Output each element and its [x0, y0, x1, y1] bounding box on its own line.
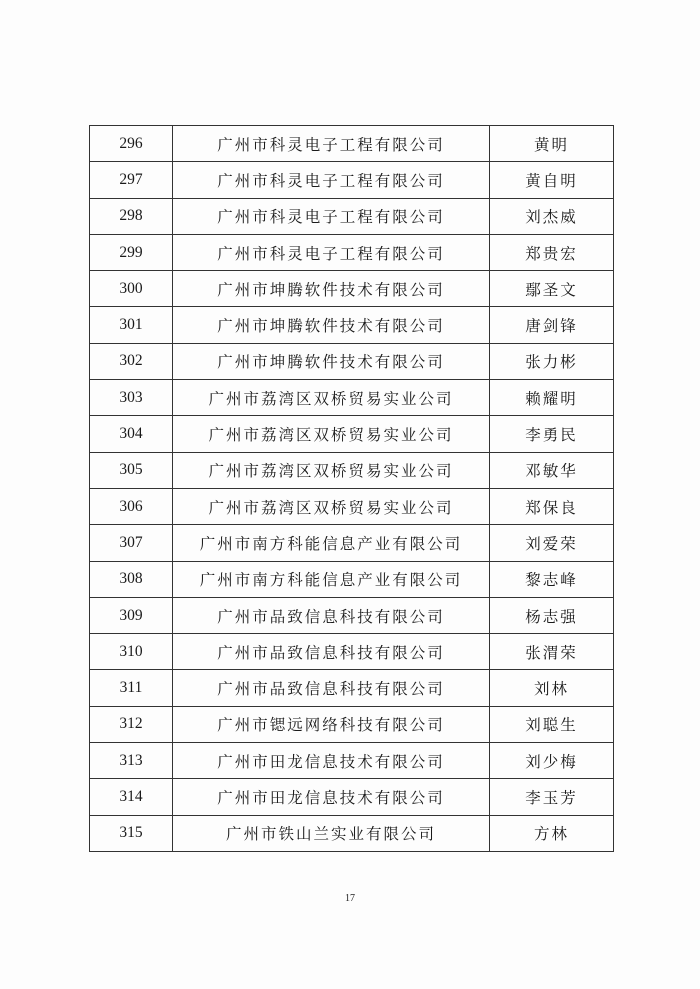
company-name-cell: 广州市锶远网络科技有限公司: [173, 706, 490, 742]
company-name-cell: 广州市坤腾软件技术有限公司: [173, 271, 490, 307]
person-name-cell: 赖耀明: [490, 380, 614, 416]
table-row: [90, 307, 614, 343]
table-row: [90, 779, 614, 815]
person-name-cell: 张力彬: [490, 343, 614, 379]
person-name-cell: 李玉芳: [490, 779, 614, 815]
company-name-cell: 广州市品致信息科技有限公司: [173, 670, 490, 706]
table-row: [90, 198, 614, 234]
table-row: [90, 416, 614, 452]
row-number-cell: 301: [90, 307, 173, 343]
table-row: [90, 380, 614, 416]
company-name-cell: 广州市田龙信息技术有限公司: [173, 743, 490, 779]
person-name-cell: 鄢圣文: [490, 271, 614, 307]
row-number-cell: 309: [90, 597, 173, 633]
table-row: [90, 126, 614, 162]
row-number-cell: 304: [90, 416, 173, 452]
company-name-cell: 广州市荔湾区双桥贸易实业公司: [173, 416, 490, 452]
person-name-cell: 刘林: [490, 670, 614, 706]
person-name-cell: 刘爱荣: [490, 525, 614, 561]
table-row: [90, 743, 614, 779]
company-name-cell: 广州市荔湾区双桥贸易实业公司: [173, 488, 490, 524]
row-number-cell: 299: [90, 234, 173, 270]
person-name-cell: 唐剑锋: [490, 307, 614, 343]
row-number-cell: 298: [90, 198, 173, 234]
company-name-cell: 广州市南方科能信息产业有限公司: [173, 525, 490, 561]
row-number-cell: 296: [90, 126, 173, 162]
table-row: [90, 634, 614, 670]
row-number-cell: 314: [90, 779, 173, 815]
table-row: [90, 452, 614, 488]
person-name-cell: 郑贵宏: [490, 234, 614, 270]
company-name-cell: 广州市铁山兰实业有限公司: [173, 815, 490, 851]
company-name-cell: 广州市科灵电子工程有限公司: [173, 126, 490, 162]
row-number-cell: 307: [90, 525, 173, 561]
company-name-cell: 广州市品致信息科技有限公司: [173, 597, 490, 633]
person-name-cell: 张渭荣: [490, 634, 614, 670]
row-number-cell: 310: [90, 634, 173, 670]
company-name-cell: 广州市坤腾软件技术有限公司: [173, 307, 490, 343]
person-name-cell: 邓敏华: [490, 452, 614, 488]
row-number-cell: 306: [90, 488, 173, 524]
table-row: [90, 234, 614, 270]
table-row: [90, 561, 614, 597]
company-name-cell: 广州市科灵电子工程有限公司: [173, 162, 490, 198]
company-name-cell: 广州市南方科能信息产业有限公司: [173, 561, 490, 597]
person-name-cell: 李勇民: [490, 416, 614, 452]
row-number-cell: 308: [90, 561, 173, 597]
page-number: 17: [345, 893, 355, 904]
personnel-table: [89, 125, 614, 852]
table-row: [90, 162, 614, 198]
table-row: [90, 525, 614, 561]
row-number-cell: 313: [90, 743, 173, 779]
person-name-cell: 方林: [490, 815, 614, 851]
table-row: [90, 271, 614, 307]
table-row: [90, 597, 614, 633]
row-number-cell: 315: [90, 815, 173, 851]
table-row: [90, 343, 614, 379]
company-name-cell: 广州市荔湾区双桥贸易实业公司: [173, 380, 490, 416]
row-number-cell: 302: [90, 343, 173, 379]
company-name-cell: 广州市荔湾区双桥贸易实业公司: [173, 452, 490, 488]
company-name-cell: 广州市品致信息科技有限公司: [173, 634, 490, 670]
person-name-cell: 黄明: [490, 126, 614, 162]
row-number-cell: 300: [90, 271, 173, 307]
table-row: [90, 815, 614, 851]
company-name-cell: 广州市坤腾软件技术有限公司: [173, 343, 490, 379]
row-number-cell: 305: [90, 452, 173, 488]
person-name-cell: 刘聪生: [490, 706, 614, 742]
person-name-cell: 杨志强: [490, 597, 614, 633]
person-name-cell: 黄自明: [490, 162, 614, 198]
table-body: [90, 126, 614, 852]
company-name-cell: 广州市科灵电子工程有限公司: [173, 198, 490, 234]
table-row: [90, 488, 614, 524]
row-number-cell: 297: [90, 162, 173, 198]
person-name-cell: 黎志峰: [490, 561, 614, 597]
table-row: [90, 706, 614, 742]
person-name-cell: 郑保良: [490, 488, 614, 524]
row-number-cell: 312: [90, 706, 173, 742]
table-row: [90, 670, 614, 706]
company-name-cell: 广州市田龙信息技术有限公司: [173, 779, 490, 815]
person-name-cell: 刘少梅: [490, 743, 614, 779]
person-name-cell: 刘杰威: [490, 198, 614, 234]
row-number-cell: 311: [90, 670, 173, 706]
row-number-cell: 303: [90, 380, 173, 416]
company-name-cell: 广州市科灵电子工程有限公司: [173, 234, 490, 270]
